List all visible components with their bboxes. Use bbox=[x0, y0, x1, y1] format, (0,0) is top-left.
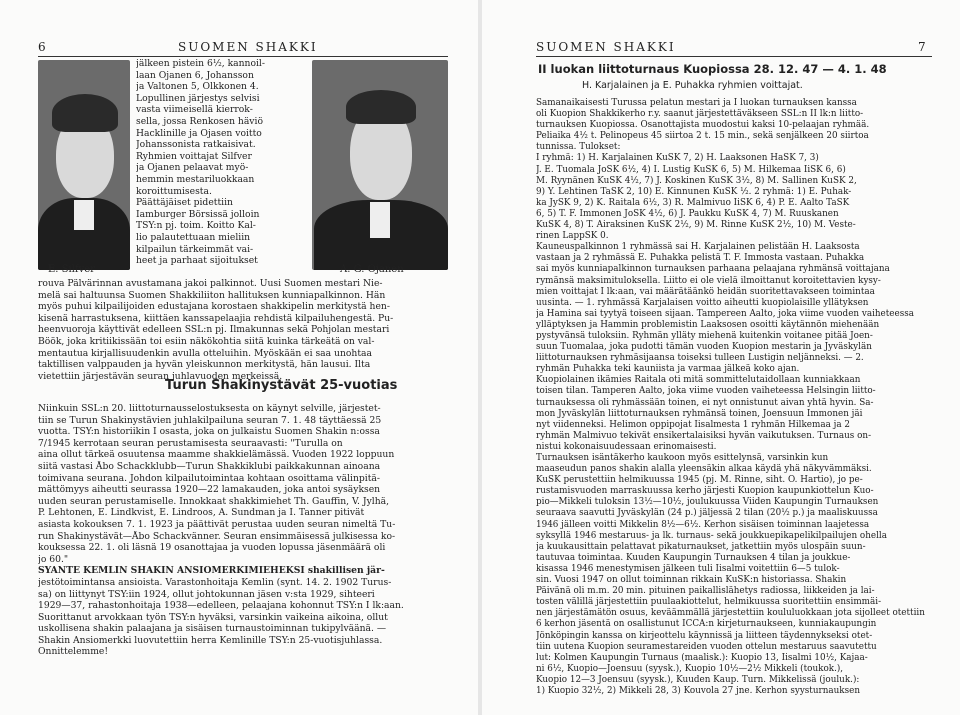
portrait-photo-ojanen bbox=[312, 60, 448, 270]
report-subtitle: H. Karjalainen ja E. Puhakka ryhmien voittajat. bbox=[582, 80, 803, 91]
right-page bbox=[482, 0, 960, 715]
running-head-left: SUOMEN SHAKKI bbox=[178, 40, 318, 54]
page-number-left: 6 bbox=[38, 40, 48, 54]
left-page bbox=[0, 0, 478, 715]
report-text: Samanaikaisesti Turussa pelatun mestari ja I luokan turnauksen kanssa oli Kuopion Shakkikerho r.y. saanut järjestettäväkseen SSL:n II lk:n liitto- turnauksen Kuopiossa. Osanottajista muodostui kaksi 10-pelaajan ryhmää. Peliaika 4½ t. Pelinopeus 45 siirtoa 2 t. 15 min., sekä senjälkeen 20 siirtoa tunnissa. Tulokset: I ryhmä: 1) H. Karjalainen KuSK 7, 2) H. Laaksonen HaSK 7, 3) J. E. Tuomala JoSK 6½, 4) I. Lustig KuSK 6, 5) M. Hilkemaa IiSK 6, 6) M. Ryynänen KuSK 4½, 7) J. Koskinen KuSK 3½, 8) M. Sallinen KuSK 2, 9) Y. Lehtinen TaSK 2, 10) E. Kinnunen KuSK ½. 2 ryhmä: 1) E. Puhak- ka JySK 9, 2) K. Raitala 6½, 3) R. Malmivuo IiSK 6, 4) P. E. Aalto TaSK 6, 5) T. F. Immonen JoSK 4½, 6) J. Paukku KuSK 4, 7) M. Ruuskanen KuSK 4, 8) T. Airaksinen KuSK 2½, 9) M. Rinne KuSK 2½, 10) M. Veste- rinen LappSK 0. Kauneuspalkinnon 1 ryhmässä sai H. Karjalainen pelistään H. Laaksosta vastaan ja 2 ryhmässä E. Puhakka pelistä T. F. Immosta vastaan. Puhakka sai myös kunniapalkinnon turnauksen parhaana pelaajana ryhmänsä voittajana rymänsä maksimituloksella. Liitto ei ole vielä ilmoittanut koroitettavien kysy- mien voittajat I lk:aan, vai määrätäänkö heidän suoritettavakseen toimintaa uusinta. — 1. ryhmässä Karjalaisen voitto aiheutti kuopiolaisille yllätyksen ja Hamina sai tyytyä toiseen sijaan. Tampereen Aalto, joka viime vuoden vaiheteessa ylläptyksen ja Hammin problemistin Laaksosen osoitti käytännön miehenään pystyvänsä tuloksiin. Ryhmän ylläty miehenä kuitenkin voitanee pitää Joen- suun Tuomalaa, joka pudotti tämän vuoden Kuopion mestarin ja Jyväskylän liittoturnauksen ryhmäsijaansa toiseksi tulleen Lustigin neljänneksi. — 2. ryhmän Puhakka teki kauniista ja varmaa jälkeä koko ajan. Kuopiolainen ikämies Raitala oti mitä sommittelutaidollaan kunniakkaan toisen tilan. Tamperen Aalto, joka viime vuoden vaiheteessa Helsingin liitto- turnauksessa oli ryhmässään toinen, ei nyt onnistunut aivan yhtä hyvin. Sa- mon Jyväskylän liittoturnauksen ryhmänsä toinen, Joensuun Immonen jäi nyt viidenneksi. Helimon oppipojat Iisalmesta 1 ryhmän Hilkemaa ja 2 ryhmän Malmivuo tekivät ensikertalaisiksi hyvän vaikutuksen. Turnaus on- nistui kokonaisuudessaan erinomaisesti. Turnauksen isäntäkerho kaukoon myös esittelynsä, varsinkin kun maaseudun panos shakin alalla yleensäkin alkaa käydä yhä näkyvämmäksi. KuSK perustettiin helmikuussa 1945 (pj. M. Rinne, siht. O. Hartio), jo pe- rustamisvuoden marraskuussa kerho järjesti Kuopion kaupunkiottelun Kuo- pio—Mikkeli tuloksin 13½—10½, joulukuussa Viiden Kaupungin Turnauksen seuraava saavutti Jyväskylän (24 p.) jäljessä 2 tilan (20½ p.) ja maaliskuussa 1946 jälleen voitti Mikkelin 8½—6½. Kerhon sisäisen toiminnan laajetessa syksyllä 1946 mestaruus- ja lk. turnaus- sekä joukkuepikapelikilpailujen ohella ja kuukausittain pelattavat pikaturnaukset, jatkettiin myös ulospäin suun- tautuvaa toimintaa. Kuuden Kaupungin Turnauksen 4 tilan ja joukkue- kisassa 1946 menestymisen jälkeen tuli Iisalmi voitettiin 6—5 tulok- sin. Vuosi 1947 on ollut toiminnan rikkain KuSK:n historiassa. Shakin Päivänä oli m.m. 20 min. pituinen paikallislähetys radiossa, liikkeiden ja lai- tosten välillä järjestettiin puulaakiottelut, helmikuussa suoritettiin ensimmäi- nen järjestämätön osuus, keväämmällä järjestettiin koululuokkaan jota sijolleet otettiin 6 kerhon jäsentä on osallistunut ICCA:n kirjeturnaukseen, kunniakaupungin Jönköpingin kanssa on kirjeottelu käynnissä ja liitteen täydennykseksi otet- tiin uutena Kuopion seuramestareiden vuoden ottelun mestaruus saavutettu lut: Kolmen Kaupungin Turnaus (maalisk.): Kuopio 13, Iisalmi 10½, Kajaa- ni 6½, Kuopio—Joensuu (syysk.), Kuopio 10½—2½ Mikkeli (toukok.), Kuopio 12—3 Joensuu (syysk.), Kuuden Kaup. Turn. Mikkelissä (jouluk.): 1) Kuopio 32½, 2) Mikkeli 28, 3) Kouvola 27 jne. Kerhon syysturnauksen bbox=[536, 98, 925, 696]
header-rule-left bbox=[38, 56, 448, 57]
portrait-photo-silfver bbox=[38, 60, 130, 270]
report-title: II luokan liittoturnaus Kuopiossa 28. 12. 47 — 4. 1. 48 bbox=[538, 62, 887, 76]
page-number-right: 7 bbox=[918, 40, 928, 54]
article-text: Niinkuin SSL:n 20. liittoturnausselostuksesta on käynyt selville, järjestet- tiin se Turun Shakinystävien juhlakilpailuna seuran 7. 1. 48 täyttäessä 25 vuotta. TSY:n historiikin I osasta, joka on julkaistu Suomen Shakin n:ossa 7/1945 kerrotaan seuran perustamisesta seuraavasti: "Turulla on aina ollut tärkeä osuutensa maamme shakkielämässä. Vuoden 1922 loppuun siitä vastasi Åbo Schackklubb—Turun Shakkiklubi paikkakunnan ainoana toimivana seurana. Johdon kilpailutoimintaa kohtaan osoittama välinpitä- mättömyys aiheutti seurassa 1920—22 lamakauden, joka antoi sysäyksen uuden seuran perustamiselle. Innokkaat shakkimiehet Th. Gauffin, V. Jylhä, P. Lehtonen, E. Lindkvist, E. Lindroos, A. Sundman ja I. Tanner pitivät asiasta kokouksen 7. 1. 1923 ja päättivät perustaa uuden seuran nimeltä Tu- run Shakinystävät—Åbo Schackvänner. Seuran ensimmäisessä julkisessa ko- kouksessa 22. 1. oli läsnä 19 osanottajaa ja vuoden lopussa jäsenmäärä oli jo 60." SYANTE KEMLIN SHAKIN ANSIOMERKIMIEHEKSI shakillisen jär- jestötoimintansa ansioista. Varastonhoitaja Kemlin (synt. 14. 2. 1902 Turus- sa) on liittynyt TSY:iin 1924, ollut johtokunnan jäsen v:sta 1929, sihteeri 1929—37, rahastonhoitaja 1938—edelleen, pelaajana kohonnut TSY:n I lk:aan. Suorittanut arvokkaan työn TSY:n hyväksi, varsinkin vaikeina aikoina, ollut uskollisena shakin palaajana ja sisäisen turnaustoiminnan tukipylväänä. — Shakin Ansiomerkki luovutettiin herra Kemlinille TSY:n 25-vuotisjuhlassa. Onnittelemme! bbox=[38, 403, 404, 658]
header-rule-right bbox=[536, 56, 932, 57]
running-head-right: SUOMEN SHAKKI bbox=[536, 40, 676, 54]
intro-text: jälkeen pistein 6½, kannoil- laan Ojanen 6, Johansson ja Valtonen 5, Olkkonen 4. Lopullinen järjestys selvisi vasta viimeisellä kierrok- sella, jossa Renkosen häviö Hacklinille ja Ojasen voitto Johanssonista ratkaisivat. Ryhmien voittajat Silfver ja Ojanen pelaavat myö- hemmin mestariluokkaan koroittumisesta. Päättäjäiset pidettiin Iamburger Börsissä jolloin TSY:n pj. toim. Koitto Kal- lio palautettuaan mieliin kilpailun tärkeimmät vai- heet ja parhaat sijoitukset bbox=[136, 58, 265, 267]
caption-silfver: E. Silfver bbox=[48, 264, 95, 275]
article-title: Turun Shakinystävät 25-vuotias bbox=[165, 378, 398, 393]
caption-ojanen: A. G. Ojanen bbox=[340, 264, 404, 275]
body-text: rouva Pälvärinnan avustamana jakoi palkinnot. Uusi Suomen mestari Nie- melä sai haltuunsa Suomen Shakkiliiton hallituksen kunniapalkinnon. Hän myös puhui kilpailijoiden edustajana korostaen shakkipelin merkitystä hen- kisenä harrastuksena, kiittäen kanssapelaajia rehdistä kilpailuhengestä. Pu- heenvuoroja käyttivät edelleen SSL:n pj. Ilmakunnas sekä Pohjolan mestari Böök, joka kritiikissään toi esiin näkökohtia siitä kuinka tärkeätä on val- mentautua kirjallisuudenkin avulla otteluihin. Myöskään ei saa unohtaa taktillisen valppauden ja hyvän yleiskunnon merkitystä, hän lausui. Ilta vietettiin järjestävän seuran juhlavuoden merkeissä. bbox=[38, 278, 394, 382]
